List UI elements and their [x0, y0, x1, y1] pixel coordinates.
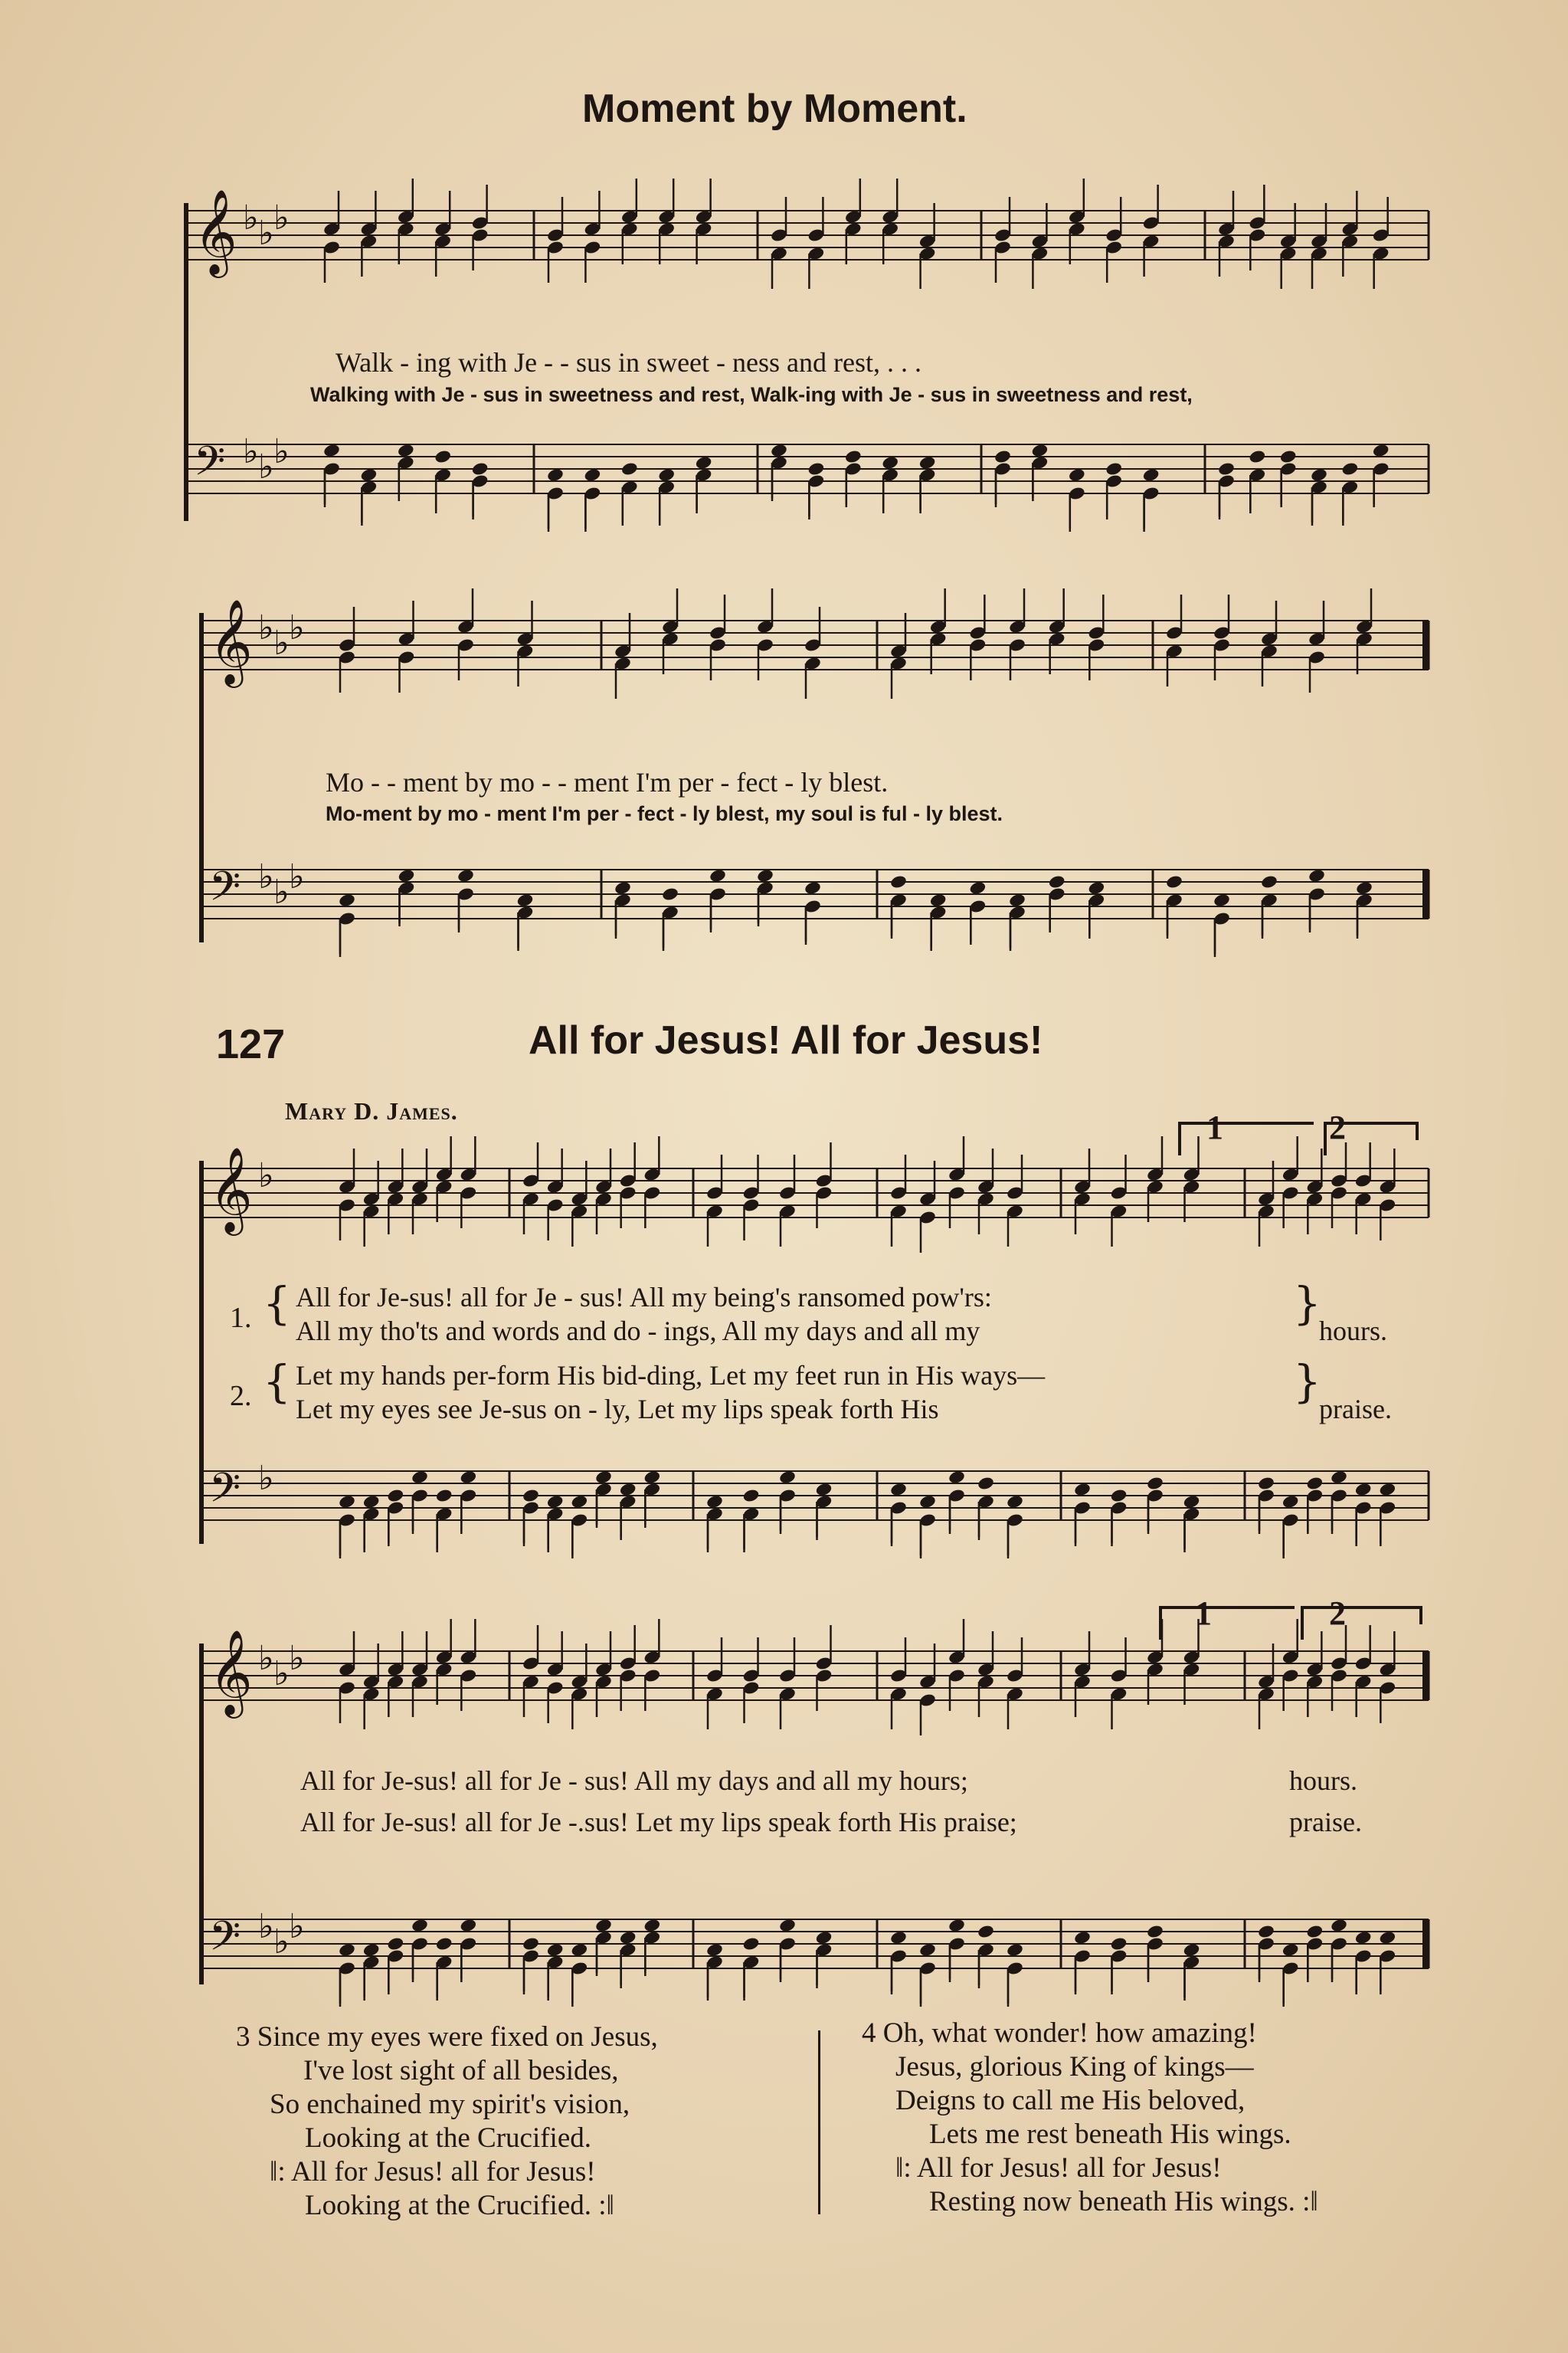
refrain-line: All for Je-sus! all for Je - sus! All my days and all my hours; [300, 1765, 968, 1796]
ending-1-label: 1 [1195, 1594, 1212, 1632]
stanza-line: Resting now beneath His wings. :‖ [929, 2186, 1318, 2217]
verse-number: 2. [230, 1380, 252, 1412]
stanza-line: Lets me rest beneath His wings. [929, 2119, 1291, 2150]
svg-text:♭: ♭ [243, 432, 259, 471]
svg-text:♭: ♭ [258, 1639, 274, 1678]
svg-text:𝄞: 𝄞 [209, 1629, 253, 1715]
svg-text:♭: ♭ [289, 857, 305, 896]
stanza-4 [862, 2017, 1318, 2219]
stanza-line: So enchained my spirit's vision, [270, 2089, 630, 2120]
svg-text:♭: ♭ [258, 1156, 274, 1195]
stanza-line: Jesus, glorious King of kings— [895, 2051, 1254, 2083]
svg-text:♭: ♭ [273, 198, 290, 238]
lyrics-response-line: Walking with Je - sus in sweetness and rest, Walk-ing with Je - sus in sweetness and rest, [310, 383, 1193, 406]
verse-line-end: hours. [1319, 1316, 1387, 1346]
refrain-line-end: praise. [1289, 1807, 1362, 1837]
verse-line: Let my hands per-form His bid-ding, Let my feet run in His ways— [296, 1360, 1046, 1391]
svg-text:♭: ♭ [258, 1459, 274, 1498]
verse-line: Let my eyes see Je-sus on - ly, Let my lips speak forth His [296, 1394, 939, 1424]
song-title: Moment by Moment. [582, 87, 967, 131]
ending-1-label: 1 [1206, 1109, 1223, 1146]
ending-2-label: 2 [1329, 1594, 1346, 1632]
refrain-line-end: hours. [1289, 1765, 1357, 1796]
music-system [172, 582, 1436, 942]
stanza-line: 4 Oh, what wonder! how amazing! [862, 2017, 1257, 2049]
stanza-number: 4 [862, 2017, 876, 2049]
stanza-line: Looking at the Crucified. :‖ [305, 2190, 614, 2221]
song-title: All for Jesus! All for Jesus! [529, 1018, 1043, 1063]
lyric-brace: } [1293, 1277, 1321, 1329]
lyrics-response-line: Mo-ment by mo - ment I'm per - fect - ly blest, my soul is ful - ly blest. [326, 802, 1003, 825]
svg-text:𝄞: 𝄞 [209, 598, 253, 684]
lyrics-line: Walk - ing with Je - - sus in sweet - ness and rest, . . . [336, 347, 921, 378]
svg-text:♭: ♭ [273, 432, 290, 471]
svg-text:𝄞: 𝄞 [209, 1146, 253, 1232]
stanza-line: Looking at the Crucified. [305, 2122, 592, 2154]
svg-text:♭: ♭ [289, 1639, 305, 1678]
lyric-brace: { [263, 1355, 291, 1408]
svg-text:♭: ♭ [289, 1907, 305, 1946]
svg-text:♭: ♭ [243, 198, 259, 238]
svg-text:𝄢: 𝄢 [209, 1465, 241, 1522]
svg-text:♭: ♭ [258, 447, 274, 487]
svg-text:♭: ♭ [273, 624, 290, 663]
svg-text:𝄢: 𝄢 [209, 864, 241, 920]
hymn-number: 127 [216, 1021, 286, 1067]
treble-staff [188, 188, 1429, 278]
svg-text:♭: ♭ [273, 1654, 290, 1693]
lyrics-line: Mo - - ment by mo - - ment I'm per - fect - ly blest. [326, 767, 889, 798]
verse-line: All for Je-sus! all for Je - sus! All my being's ransomed pow'rs: [296, 1282, 992, 1313]
svg-text:♭: ♭ [258, 214, 274, 253]
author-credit: Mary D. James. [285, 1097, 458, 1125]
svg-text:♭: ♭ [258, 608, 274, 647]
refrain-line: All for Je-sus! all for Je -.sus! Let my lips speak forth His praise; [300, 1807, 1017, 1837]
svg-text:♭: ♭ [273, 873, 290, 912]
svg-text:𝄢: 𝄢 [194, 438, 226, 495]
verse-line-end: praise. [1319, 1394, 1392, 1424]
svg-text:♭: ♭ [258, 857, 274, 896]
stanza-line: 3 Since my eyes were fixed on Jesus, [236, 2021, 658, 2053]
column-divider [818, 2030, 820, 2214]
lyric-brace: { [263, 1277, 291, 1329]
lyric-brace: } [1293, 1355, 1321, 1408]
svg-text:♭: ♭ [258, 1907, 274, 1946]
stanza-3 [236, 2020, 658, 2223]
music-system [172, 1609, 1436, 1992]
stanza-line: ‖: All for Jesus! all for Jesus! [895, 2152, 1222, 2184]
svg-text:𝄞: 𝄞 [194, 188, 237, 274]
svg-text:♭: ♭ [273, 1922, 290, 1961]
stanza-line: ‖: All for Jesus! all for Jesus! [270, 2156, 596, 2188]
ending-2-label: 2 [1329, 1109, 1346, 1146]
verse-number: 1. [230, 1302, 252, 1334]
verse-line: All my tho'ts and words and do - ings, All my days and all my [296, 1316, 980, 1346]
svg-text:𝄢: 𝄢 [209, 1913, 241, 1970]
svg-text:♭: ♭ [289, 608, 305, 647]
stanza-line: I've lost sight of all besides, [303, 2055, 619, 2086]
stanza-line: Deigns to call me His beloved, [895, 2085, 1246, 2116]
stanza-number: 3 [236, 2021, 250, 2053]
